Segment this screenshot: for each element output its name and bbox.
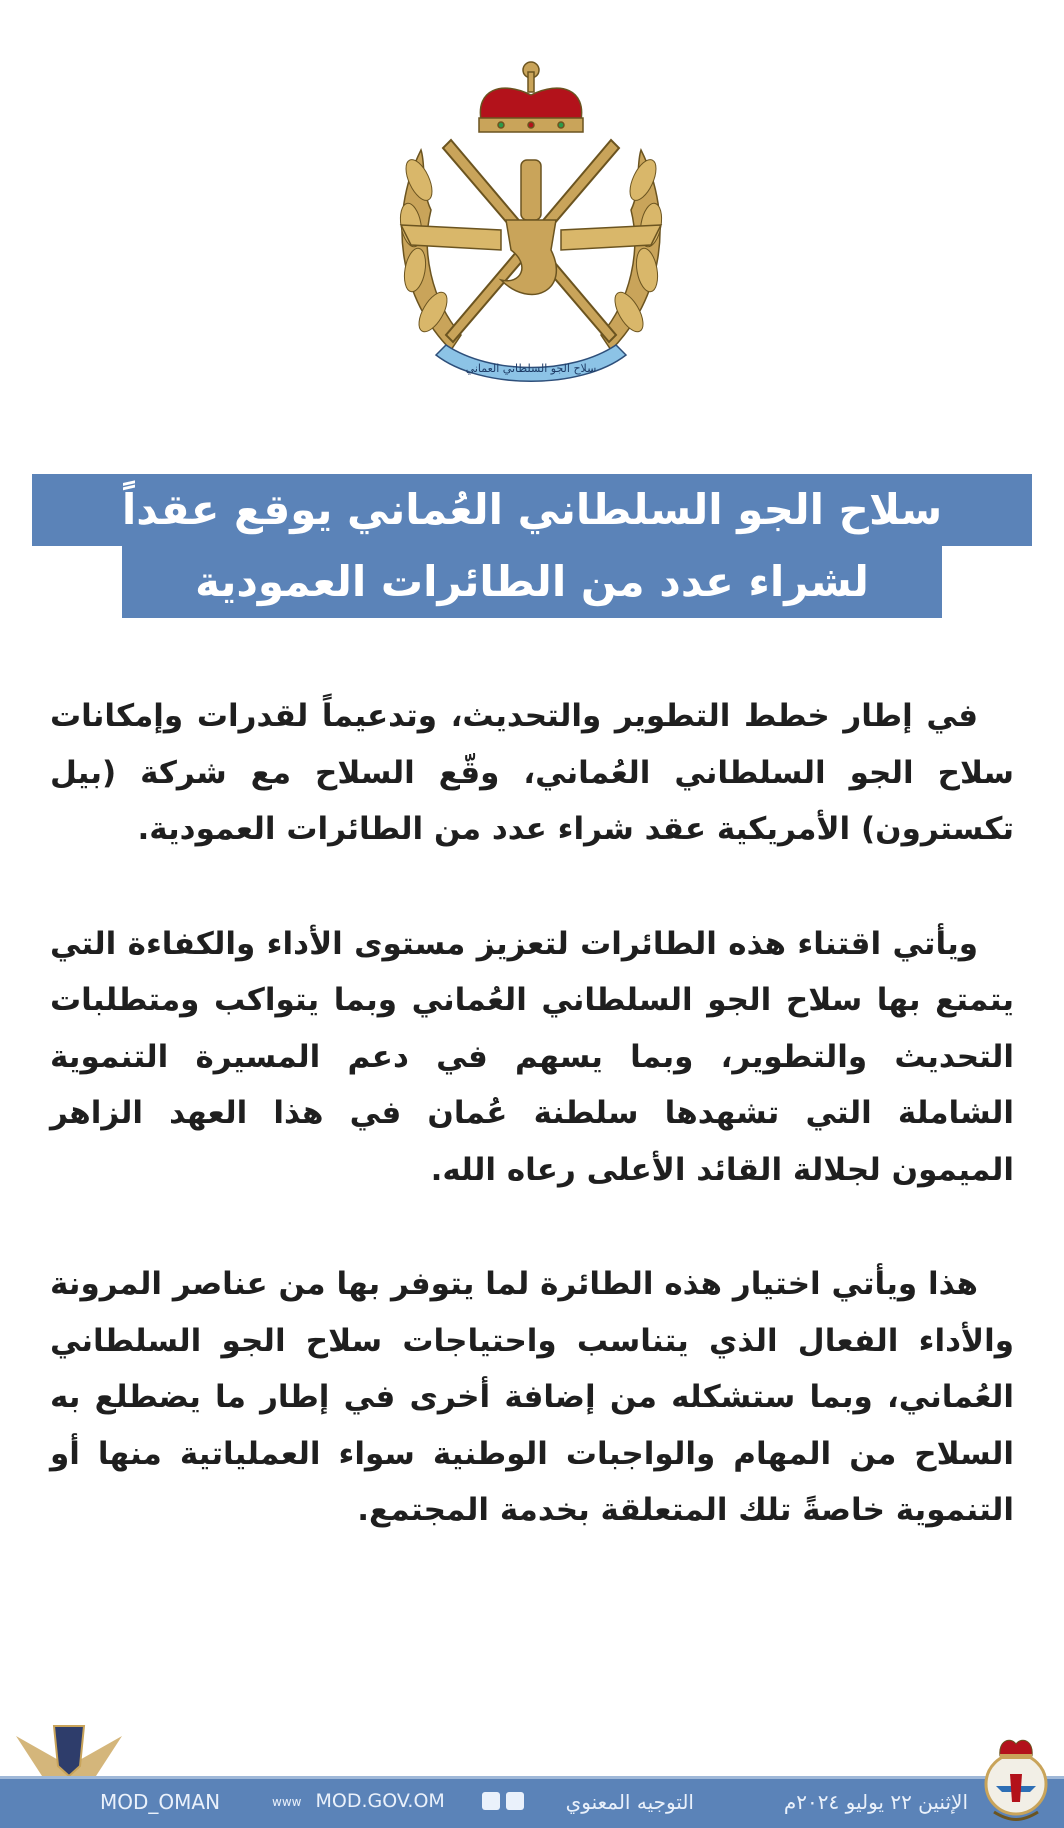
emblem-ribbon-text: سلاح الجو السلطاني العماني bbox=[465, 362, 597, 375]
air-force-emblem-icon bbox=[381, 50, 681, 402]
paragraph-3: هذا ويأتي اختيار هذه الطائرة لما يتوفر بها من عناصر المرونة والأداء الفعال الذي يتناسب واحتياجات سلاح الجو السلطاني العُماني، وبما ستشكله من إضافة أخرى في إطار ما يضطلع به السلاح من المهام والواجبات الوطنية سواء العملياتية منها أو التنموية خاصةً تلك المتعلقة بخدمة المجتمع. bbox=[50, 1266, 1014, 1528]
youtube-icon[interactable] bbox=[506, 1792, 524, 1810]
headline-line-2: لشراء عدد من الطائرات العمودية bbox=[122, 546, 942, 618]
footer-handle[interactable]: MOD_OMAN bbox=[100, 1790, 221, 1814]
paragraph-2: ويأتي اقتناء هذه الطائرات لتعزيز مستوى الأداء والكفاءة التي يتمتع بها سلاح الجو السلطاني العُماني وبما يتواكب ومتطلبات التحديث والتطوير، وبما يسهم في دعم المسيرة التنموية الشاملة التي تشهدها سلطنة عُمان في هذا العهد الزاهر الميمون لجلالة القائد الأعلى رعاه الله. bbox=[50, 925, 1014, 1188]
paragraph-1: في إطار خطط التطوير والتحديث، وتدعيماً لقدرات وإمكانات سلاح الجو السلطاني العُماني، وقّع السلاح مع شركة (بيل تكسترون) الأمريكية عقد شراء عدد من الطائرات العمودية. bbox=[50, 698, 1014, 847]
article-body bbox=[50, 688, 1014, 1597]
facebook-icon[interactable] bbox=[482, 1792, 500, 1810]
footer-department: التوجيه المعنوي bbox=[565, 1790, 694, 1814]
footer-topline bbox=[0, 1776, 1064, 1779]
headline-line-1: سلاح الجو السلطاني العُماني يوقع عقداً bbox=[32, 474, 1032, 546]
footer-web-prefix: www bbox=[272, 1794, 302, 1809]
mini-emblem-icon bbox=[980, 1726, 1052, 1826]
headline bbox=[0, 474, 1064, 618]
footer-bar bbox=[0, 1776, 1064, 1828]
footer-date: الإثنين ٢٢ يوليو ٢٠٢٤م bbox=[783, 1790, 968, 1814]
footer-website-text: MOD.GOV.OM bbox=[315, 1790, 445, 1812]
footer-social-icons bbox=[482, 1792, 524, 1810]
footer-website[interactable] bbox=[272, 1790, 445, 1812]
